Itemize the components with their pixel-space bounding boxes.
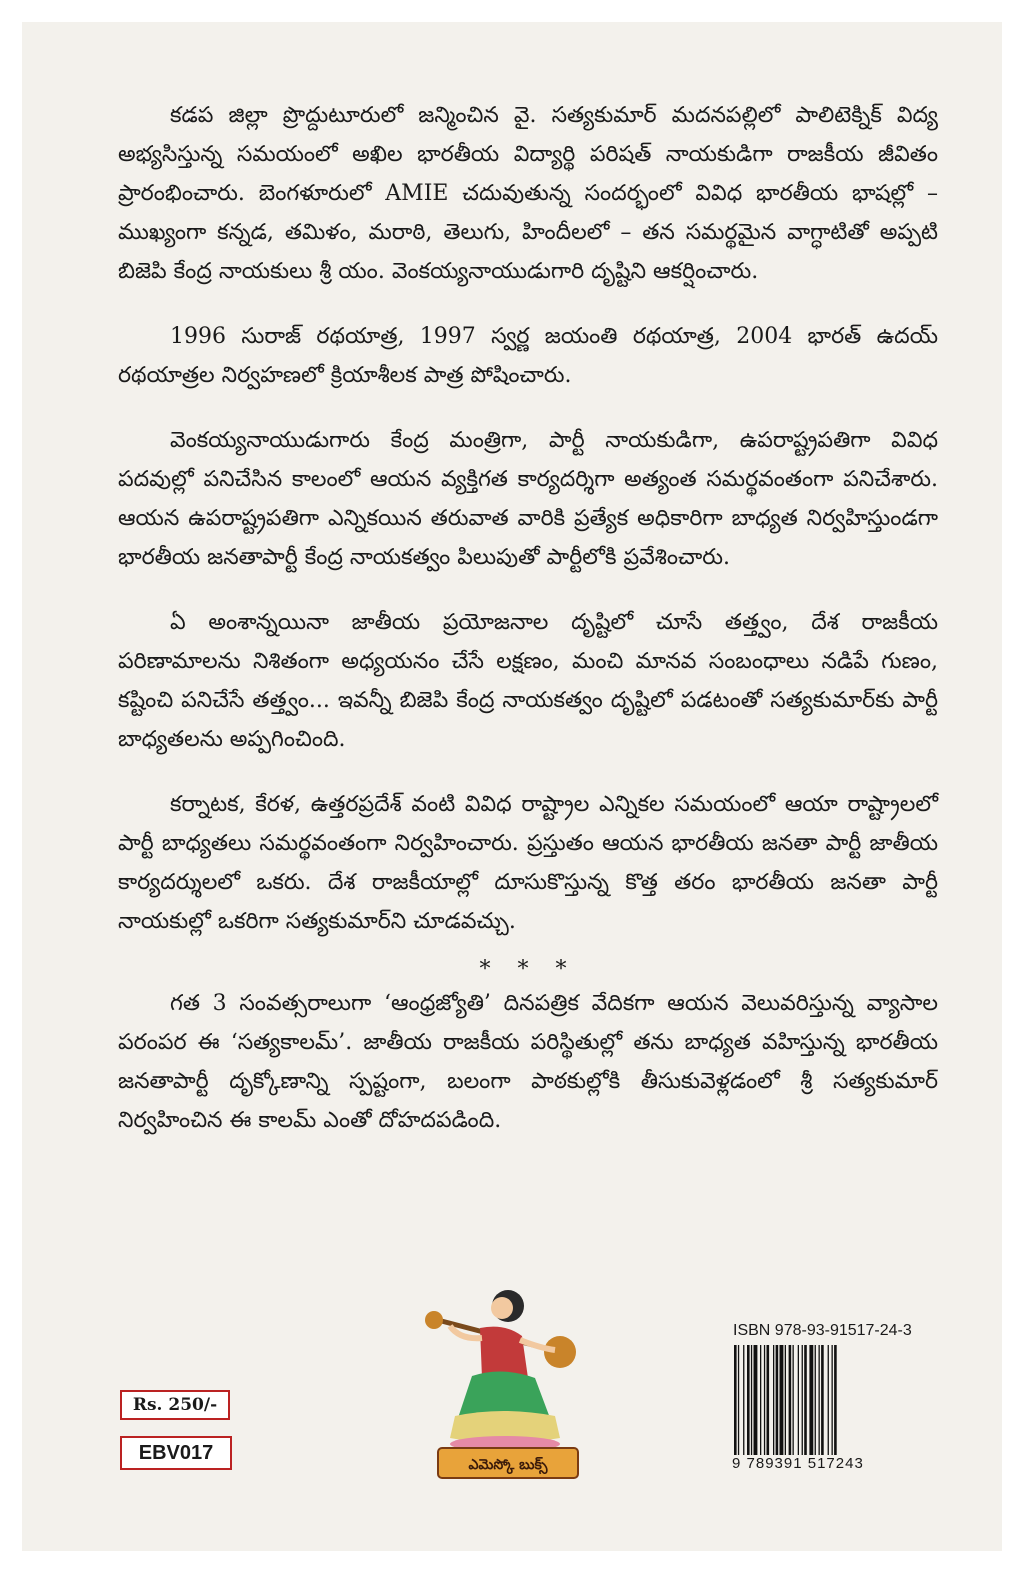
- barcode-bar: [738, 1345, 739, 1455]
- barcode-bar: [751, 1345, 752, 1455]
- barcode-bar: [809, 1345, 813, 1455]
- barcode-bar: [828, 1345, 829, 1455]
- barcode-bar: [767, 1345, 770, 1455]
- paragraph-2: 1996 సురాజ్ రథయాత్ర, 1997 స్వర్ణ జయంతి రథయాత్ర, 2004 భారత్ ఉదయ్ రథయాత్రల నిర్వహణలో క్రియాశీలక పాత్ర పోషించారు.: [118, 324, 938, 388]
- paragraph-1: కడప జిల్లా ప్రొద్దుటూరులో జన్మించిన వై. సత్యకుమార్ మదనపల్లిలో పాలిటెక్నిక్ విద్య అభ్యసిస్తున్న సమయంలో అఖిల భారతీయ విద్యార్థి పరిషత్ నాయకుడిగా రాజకీయ జీవితం ప్రారంభించారు. బెంగళూరులో AMIE చదువుతున్న సందర్భంలో వివిధ భారతీయ భాషల్లో – ముఖ్యంగా కన్నడ, తమిళం, మరాఠి, తెలుగు, హిందీలలో – తన సమర్థమైన వాగ్ధాటితో అప్పటి బిజెపి కేంద్ర నాయకులు శ్రీ యం. వెంకయ్యనాయుడుగారి దృష్టిని ఆకర్షించారు.: [118, 103, 938, 284]
- barcode-digits: 9 789391 517243: [732, 1455, 864, 1472]
- barcode-bar: [776, 1345, 779, 1455]
- barcode-bar: [789, 1345, 792, 1455]
- barcode-bar: [760, 1345, 761, 1455]
- barcode-bar: [780, 1345, 784, 1455]
- publisher-logo: [410, 1278, 590, 1483]
- paragraph-5: కర్నాటక, కేరళ, ఉత్తరప్రదేశ్ వంటి వివిధ రాష్ట్రాల ఎన్నికల సమయంలో ఆయా రాష్ట్రాలలో పార్టీ బాధ్యతలు సమర్థవంతంగా నిర్వహించారు. ప్రస్తుతం ఆయన భారతీయ జనతా పార్టీ జాతీయ కార్యదర్శులలో ఒకరు. దేశ రాజకీయాల్లో దూసుకొస్తున్న కొత్త తరం భారతీయ జనతా పార్టీ నాయకుల్లో ఒకరిగా సత్యకుమార్‌ని చూడవచ్చు.: [118, 792, 938, 934]
- barcode-bar: [793, 1345, 794, 1455]
- barcode-bar: [773, 1345, 774, 1455]
- barcode-bar: [815, 1345, 816, 1455]
- paragraph-6: గత 3 సంవత్సరాలుగా ‘ఆంధ్రజ్యోతి’ దినపత్రిక వేదికగా ఆయన వెలువరిస్తున్న వ్యాసాల పరంపర ఈ ‘సత్యకాలమ్’. జాతీయ రాజకీయ పరిస్థితుల్లో తను బాధ్యత వహిస్తున్న భారతీయ జనతాపార్టీ దృక్కోణాన్ని స్పష్టంగా, బలంగా పాఠకుల్లోకి తీసుకువెళ్లడంలో శ్రీ సత్యకుమార్ నిర్వహించిన ఈ కాలమ్ ఎంతో దోహదపడింది.: [118, 991, 938, 1133]
- book-code-label: EBV017: [120, 1436, 232, 1470]
- barcode-bar: [802, 1345, 803, 1455]
- barcode-bar: [819, 1345, 820, 1455]
- barcode-bar: [832, 1345, 833, 1455]
- paragraph-4: ఏ అంశాన్నయినా జాతీయ ప్రయోజనాల దృష్టిలో చూసే తత్త్వం, దేశ రాజకీయ పరిణామాలను నిశితంగా అధ్యయనం చేసే లక్షణం, మంచి మానవ సంబంధాలు నడిపే గుణం, కష్టించి పనిచేసే తత్త్వం... ఇవన్నీ బిజెపి కేంద్ర నాయకత్వం దృష్టిలో పడటంతో సత్యకుమార్‌కు పార్టీ బాధ్యతలను అప్పగించింది.: [118, 610, 938, 752]
- barcode-bar: [747, 1345, 750, 1455]
- barcode-bar: [798, 1345, 799, 1455]
- section-separator: * * *: [479, 957, 577, 982]
- barcode: [732, 1345, 908, 1457]
- seated-figure-illustration: [425, 1290, 576, 1452]
- barcode-bar: [804, 1345, 807, 1455]
- paragraph-3: వెంకయ్యనాయుడుగారు కేంద్ర మంత్రిగా, పార్టీ నాయకుడిగా, ఉపరాష్ట్రపతిగా వివిధ పదవుల్లో పనిచేసిన కాలంలో ఆయన వ్యక్తిగత కార్యదర్శిగా అత్యంత సమర్థవంతంగా పనిచేశారు. ఆయన ఉపరాష్ట్రపతిగా ఎన్నికయిన తరువాత వారికి ప్రత్యేక అధికారిగా బాధ్యత నిర్వహిస్తుండగా భారతీయ జనతాపార్టీ కేంద్ర నాయకత్వం పిలుపుతో పార్టీలోకి ప్రవేశించారు.: [118, 428, 938, 570]
- barcode-bar: [764, 1345, 765, 1455]
- barcode-bar: [734, 1345, 737, 1455]
- barcode-bar: [743, 1345, 744, 1455]
- barcode-bar: [754, 1345, 758, 1455]
- price-label: Rs. 250/-: [120, 1390, 230, 1420]
- barcode-bar: [834, 1345, 837, 1455]
- barcode-bar: [785, 1345, 786, 1455]
- barcode-bar: [821, 1345, 824, 1455]
- logo-text: ఎమెస్కో బుక్స్: [468, 1457, 548, 1473]
- blurb-text: [118, 96, 938, 1166]
- isbn-label: ISBN 978-93-91517-24-3: [733, 1322, 912, 1339]
